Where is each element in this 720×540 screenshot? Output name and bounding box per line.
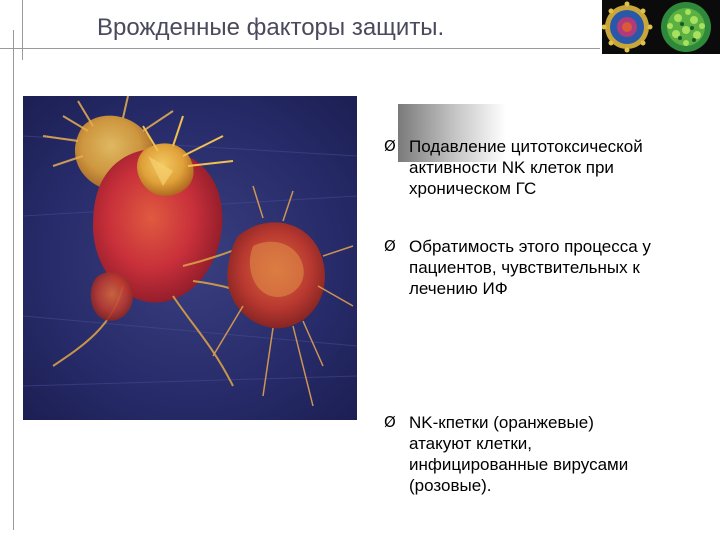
virus-images-icon [602,0,720,54]
virus-logo [602,0,720,54]
bullet-text: Обратимость этого процесса у пациентов, чувствительных к лечению ИФ [409,237,651,298]
divider-horizontal [0,48,600,49]
nk-cell-micrograph [23,96,357,420]
divider-vertical-left [13,30,14,530]
bullet-text: NK-кпетки (оранжевые) атакуют клетки, инфицированные вирусами (розовые). [409,413,629,495]
arrow-bullet-icon: Ø [384,413,396,431]
bullet-text: Подавление цитотоксической активности NK клеток при хроническом ГС [409,137,643,198]
arrow-bullet-icon: Ø [384,137,396,155]
arrow-bullet-icon: Ø [384,237,396,255]
slide-title: Врожденные факторы защиты. [97,14,445,41]
divider-vertical-top [22,0,23,60]
